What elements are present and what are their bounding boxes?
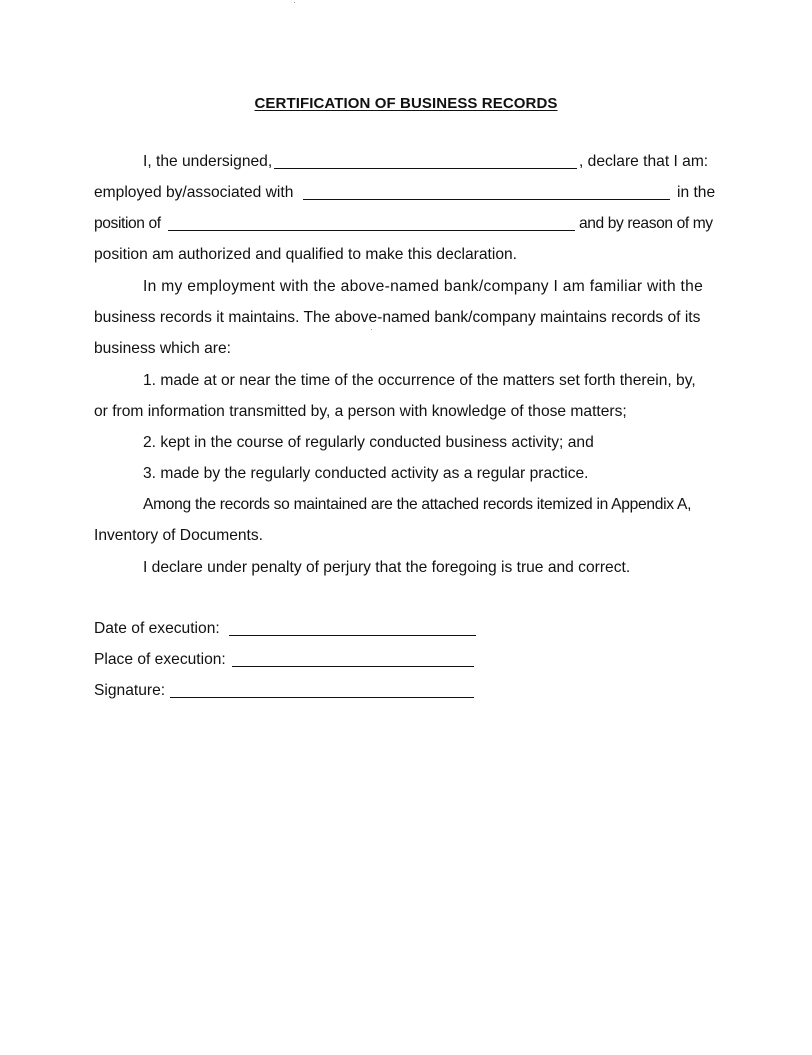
document-title: CERTIFICATION OF BUSINESS RECORDS	[254, 95, 558, 112]
perjury-statement: I declare under penalty of perjury that the foregoing is true and correct.	[143, 559, 631, 576]
list-item-1-line-1: 1. made at or near the time of the occurrence of the matters set forth therein, by,	[143, 372, 696, 389]
declaration-line-3-start: position of	[94, 215, 161, 232]
declaration-line-1-start: I, the undersigned,	[143, 153, 273, 170]
date-of-execution-label: Date of execution:	[94, 620, 220, 637]
declaration-line-4: position am authorized and qualified to make this declaration.	[94, 246, 518, 263]
paragraph2-line-3: business which are:	[94, 340, 231, 357]
list-item-3: 3. made by the regularly conducted activity as a regular practice.	[143, 465, 589, 482]
declaration-line-2-end: in the	[677, 184, 716, 201]
paragraph3-line-2: Inventory of Documents.	[94, 527, 264, 544]
declaration-line-1-end: , declare that I am:	[579, 153, 709, 170]
declaration-line-3-end: and by reason of my	[579, 215, 713, 232]
scan-speck	[371, 329, 372, 330]
scan-speck	[294, 2, 295, 3]
place-of-execution-field[interactable]	[232, 666, 474, 667]
date-of-execution-field[interactable]	[229, 635, 476, 636]
place-of-execution-label: Place of execution:	[94, 651, 226, 668]
paragraph3-line-1: Among the records so maintained are the attached records itemized in Appendix A,	[143, 496, 692, 513]
list-item-1-line-2: or from information transmitted by, a person with knowledge of those matters;	[94, 403, 627, 420]
declaration-line-2-start: employed by/associated with	[94, 184, 294, 201]
undersigned-name-field[interactable]	[274, 168, 577, 169]
paragraph2-line-2: business records it maintains. The above-named bank/company maintains records of its	[94, 309, 701, 326]
paragraph2-line-1: In my employment with the above-named bank/company I am familiar with the	[143, 278, 704, 295]
position-field[interactable]	[168, 230, 575, 231]
employer-field[interactable]	[303, 199, 670, 200]
list-item-2: 2. kept in the course of regularly conducted business activity; and	[143, 434, 594, 451]
signature-label: Signature:	[94, 682, 166, 699]
signature-field[interactable]	[170, 697, 474, 698]
